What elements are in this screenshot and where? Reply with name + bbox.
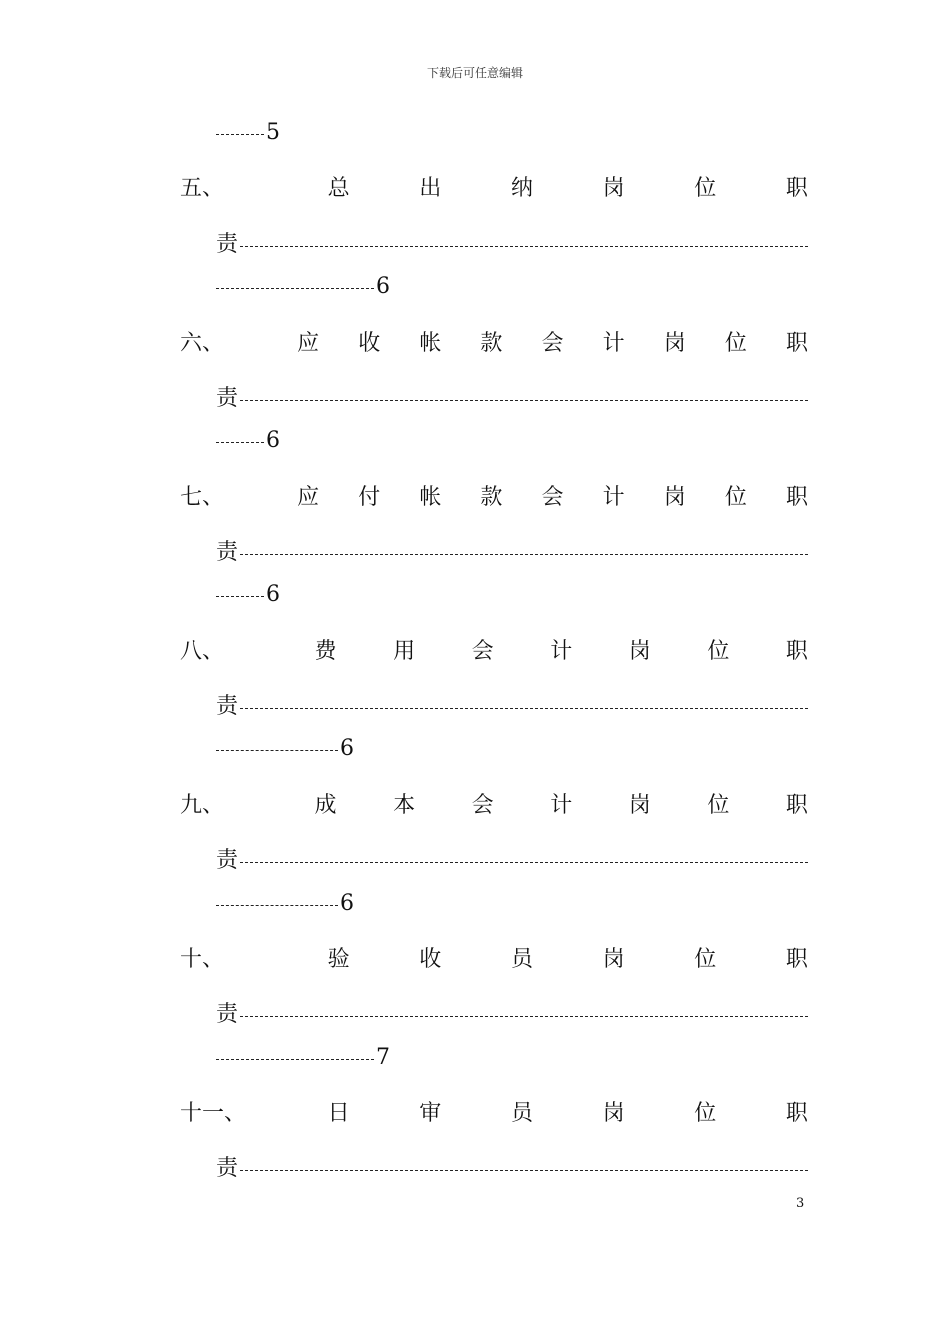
toc-entry-title — [180, 172, 808, 206]
toc-char: 岗 — [663, 331, 686, 356]
toc-char: 会 — [471, 793, 494, 818]
toc-page-number: 7 — [376, 1045, 390, 1070]
toc-char: 位 — [694, 947, 717, 972]
toc-char: 帐 — [419, 485, 442, 510]
toc-char: 收 — [419, 947, 442, 972]
toc-char: 纳 — [510, 176, 533, 201]
dash-leader — [240, 1170, 808, 1171]
toc-entry-continuation — [216, 382, 808, 416]
toc-entry-number: 八、 — [180, 639, 225, 664]
toc-char: 责 — [216, 386, 239, 411]
toc-entry-continuation — [216, 844, 808, 878]
toc-leader-line — [216, 732, 354, 766]
dash-leader — [240, 400, 808, 401]
toc-char: 款 — [480, 485, 503, 510]
dash-leader — [216, 134, 264, 135]
toc-char: 出 — [419, 176, 442, 201]
dash-leader — [216, 750, 338, 751]
toc-char: 审 — [419, 1101, 442, 1126]
toc-char: 岗 — [663, 485, 686, 510]
toc-char: 岗 — [602, 1101, 625, 1126]
dash-leader — [240, 708, 808, 709]
toc-leader-line — [216, 887, 354, 921]
toc-char: 员 — [510, 1101, 533, 1126]
toc-entry-continuation — [216, 1152, 808, 1186]
toc-page-number: 6 — [340, 891, 354, 916]
toc-char: 计 — [550, 793, 573, 818]
toc-page-number: 6 — [266, 582, 280, 607]
toc-char: 责 — [216, 232, 239, 257]
toc-char: 成 — [314, 793, 337, 818]
toc-entry-number: 六、 — [180, 331, 225, 356]
dash-leader — [216, 288, 374, 289]
toc-page-number: 6 — [340, 736, 354, 761]
page-header: 下载后可任意编辑 — [426, 66, 523, 80]
toc-leader-line — [216, 116, 280, 150]
toc-char: 员 — [510, 947, 533, 972]
dash-leader — [216, 905, 338, 906]
toc-page-number: 6 — [266, 428, 280, 453]
toc-char: 总 — [327, 176, 350, 201]
toc-entry-continuation — [216, 690, 808, 724]
toc-char: 款 — [480, 331, 503, 356]
toc-page-number: 5 — [266, 120, 280, 145]
toc-entry-title — [180, 327, 808, 361]
dash-leader — [216, 1059, 374, 1060]
toc-leader-line — [216, 578, 280, 612]
toc-char: 验 — [327, 947, 350, 972]
toc-char: 责 — [216, 1156, 239, 1181]
toc-char: 职 — [785, 793, 808, 818]
toc-char: 位 — [724, 485, 747, 510]
toc-char: 责 — [216, 1002, 239, 1027]
toc-leader-line — [216, 1041, 390, 1075]
toc-char: 责 — [216, 848, 239, 873]
toc-char: 岗 — [602, 176, 625, 201]
toc-entry-number: 十一、 — [180, 1101, 247, 1126]
toc-char: 责 — [216, 540, 239, 565]
toc-char: 应 — [297, 331, 320, 356]
dash-leader — [240, 246, 808, 247]
toc-char: 计 — [550, 639, 573, 664]
toc-char: 付 — [358, 485, 381, 510]
page-footer-number: 3 — [796, 1196, 805, 1211]
toc-page-number: 6 — [376, 274, 390, 299]
toc-entry-number: 七、 — [180, 485, 225, 510]
toc-char: 会 — [471, 639, 494, 664]
toc-char: 职 — [785, 485, 808, 510]
toc-char: 责 — [216, 694, 239, 719]
dash-leader — [216, 442, 264, 443]
toc-char: 会 — [541, 485, 564, 510]
toc-entry-continuation — [216, 228, 808, 262]
dash-leader — [240, 1016, 808, 1017]
toc-entry-number: 五、 — [180, 176, 225, 201]
toc-char: 计 — [602, 485, 625, 510]
toc-entry-continuation — [216, 536, 808, 570]
toc-char: 岗 — [628, 793, 651, 818]
toc-entry-number: 十、 — [180, 947, 225, 972]
toc-char: 岗 — [628, 639, 651, 664]
dash-leader — [240, 554, 808, 555]
toc-char: 职 — [785, 639, 808, 664]
toc-char: 位 — [707, 793, 730, 818]
toc-char: 帐 — [419, 331, 442, 356]
toc-entry-continuation — [216, 998, 808, 1032]
toc-char: 费 — [314, 639, 337, 664]
toc-char: 位 — [694, 176, 717, 201]
toc-char: 职 — [785, 331, 808, 356]
toc-entry-title — [180, 789, 808, 823]
toc-entry-title — [180, 635, 808, 669]
toc-char: 日 — [327, 1101, 350, 1126]
toc-char: 位 — [724, 331, 747, 356]
toc-char: 职 — [785, 947, 808, 972]
toc-char: 岗 — [602, 947, 625, 972]
toc-char: 用 — [393, 639, 416, 664]
toc-leader-line — [216, 424, 280, 458]
toc-char: 本 — [393, 793, 416, 818]
dash-leader — [240, 862, 808, 863]
toc-entry-title — [180, 943, 808, 977]
toc-char: 应 — [297, 485, 320, 510]
dash-leader — [216, 596, 264, 597]
toc-entry-number: 九、 — [180, 793, 225, 818]
toc-char: 职 — [785, 1101, 808, 1126]
toc-leader-line — [216, 270, 390, 304]
toc-char: 职 — [785, 176, 808, 201]
toc-char: 位 — [707, 639, 730, 664]
toc-char: 收 — [358, 331, 381, 356]
toc-char: 计 — [602, 331, 625, 356]
toc-entry-title — [180, 481, 808, 515]
toc-char: 位 — [694, 1101, 717, 1126]
toc-char: 会 — [541, 331, 564, 356]
toc-entry-title — [180, 1097, 808, 1131]
